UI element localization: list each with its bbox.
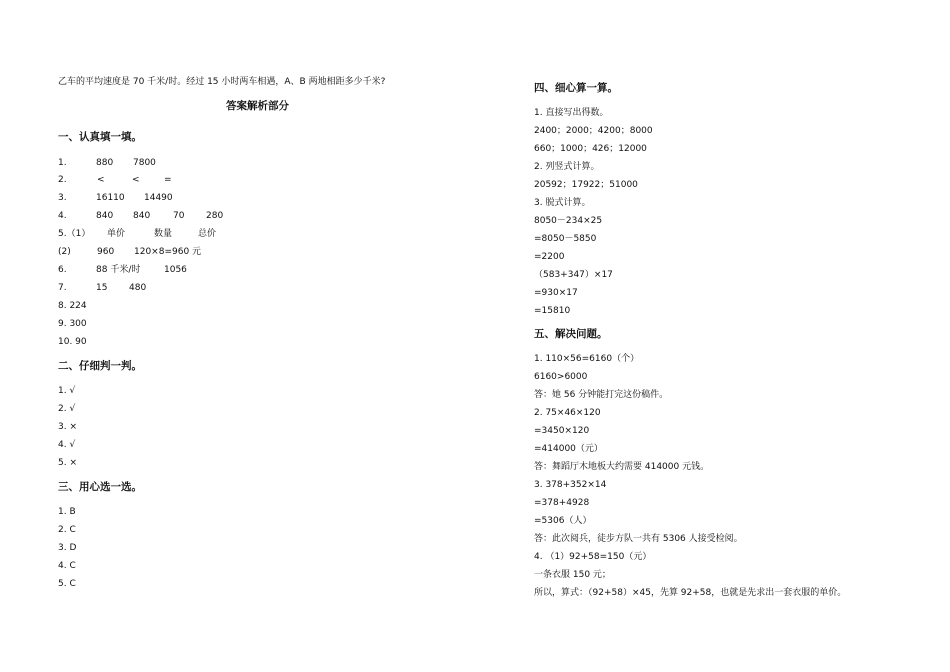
s2-item-5: 5. × bbox=[58, 458, 77, 468]
s5-line-6: =414000（元） bbox=[534, 444, 603, 454]
s5-line-3: 答：她 56 分钟能打完这份稿件。 bbox=[534, 390, 669, 400]
s1-row-2-c3: = bbox=[164, 175, 172, 185]
s1-row-9: 8. 224 bbox=[58, 301, 87, 311]
s1-row-8-c2: 480 bbox=[129, 283, 147, 293]
section-1-heading: 一、认真填一填。 bbox=[58, 131, 142, 143]
s4-line-6: 3. 脱式计算。 bbox=[534, 198, 591, 208]
s3-item-2: 2. C bbox=[58, 525, 76, 535]
s4-line-4: 2. 列竖式计算。 bbox=[534, 162, 600, 172]
page-title: 答案解析部分 bbox=[226, 100, 289, 112]
s4-line-5: 20592；17922；51000 bbox=[534, 180, 638, 190]
s2-item-2: 2. √ bbox=[58, 404, 76, 414]
section-3-heading: 三、用心选一选。 bbox=[58, 481, 142, 493]
s1-row-1-c2: 7800 bbox=[133, 158, 156, 168]
s1-row-3-c2: 14490 bbox=[144, 193, 173, 203]
s2-item-3: 3. × bbox=[58, 422, 77, 432]
top-question-line: 乙车的平均速度是 70 千米/时。经过 15 小时两车相遇，A、B 两地相距多少千米? bbox=[58, 77, 386, 87]
s4-line-7: 8050－234×25 bbox=[534, 216, 603, 226]
s1-row-7-c1: 88 千米/时 bbox=[96, 265, 141, 275]
s1-row-4-c3: 70 bbox=[173, 211, 185, 221]
s1-row-10: 9. 300 bbox=[58, 319, 87, 329]
s1-row-4-c1: 840 bbox=[96, 211, 114, 221]
s4-line-9: =2200 bbox=[534, 252, 565, 262]
s1-row-2-c1: < bbox=[97, 175, 105, 185]
s1-row-1-no: 1. bbox=[58, 158, 67, 168]
s5-line-11: 答：此次阅兵，徒步方队一共有 5306 人接受检阅。 bbox=[534, 534, 743, 544]
section-5-heading: 五、解决问题。 bbox=[534, 328, 608, 340]
s1-row-4-c2: 840 bbox=[133, 211, 151, 221]
s5-line-8: 3. 378+352×14 bbox=[534, 480, 607, 490]
s4-line-11: =930×17 bbox=[534, 288, 578, 298]
s5-line-9: =378+4928 bbox=[534, 498, 590, 508]
s1-row-11: 10. 90 bbox=[58, 337, 87, 347]
s5-line-5: =3450×120 bbox=[534, 426, 590, 436]
s5-line-12: 4. （1）92+58=150（元） bbox=[534, 552, 652, 562]
s1-row-5-c1: 单价 bbox=[107, 229, 126, 239]
s1-row-5-c2: 数量 bbox=[154, 229, 173, 239]
s4-line-2: 2400；2000；4200；8000 bbox=[534, 126, 653, 136]
s1-row-1-c1: 880 bbox=[96, 158, 114, 168]
s5-line-13: 一条衣服 150 元； bbox=[534, 570, 611, 580]
s2-item-4: 4. √ bbox=[58, 440, 76, 450]
s1-row-5-c3: 总价 bbox=[198, 229, 217, 239]
s1-row-7-c2: 1056 bbox=[164, 265, 187, 275]
s1-row-6-no: (2) bbox=[58, 247, 71, 257]
s5-line-1: 1. 110×56=6160（个） bbox=[534, 354, 640, 364]
s1-row-4-c4: 280 bbox=[206, 211, 224, 221]
s3-item-3: 3. D bbox=[58, 543, 77, 553]
s1-row-2-c2: < bbox=[132, 175, 140, 185]
s1-row-8-no: 7. bbox=[58, 283, 67, 293]
s1-row-8-c1: 15 bbox=[96, 283, 108, 293]
s5-line-10: =5306（人） bbox=[534, 516, 592, 526]
s1-row-2-no: 2. bbox=[58, 175, 67, 185]
s4-line-8: =8050－5850 bbox=[534, 234, 597, 244]
s5-line-14: 所以，算式：（92+58）×45，先算 92+58，也就是先求出一套衣服的单价。 bbox=[534, 588, 847, 598]
s5-line-4: 2. 75×46×120 bbox=[534, 408, 601, 418]
s3-item-1: 1. B bbox=[58, 507, 76, 517]
s1-row-6-c2: 120×8=960 元 bbox=[134, 247, 202, 257]
s4-line-10: （583+347）×17 bbox=[534, 270, 613, 280]
s4-line-12: =15810 bbox=[534, 306, 571, 316]
s4-line-3: 660；1000；426；12000 bbox=[534, 144, 647, 154]
s2-item-1: 1. √ bbox=[58, 386, 76, 396]
s5-line-2: 6160>6000 bbox=[534, 372, 588, 382]
s1-row-5-no: 5.（1） bbox=[58, 229, 91, 239]
s3-item-5: 5. C bbox=[58, 579, 76, 589]
s1-row-6-c1: 960 bbox=[97, 247, 115, 257]
s1-row-3-no: 3. bbox=[58, 193, 67, 203]
s5-line-7: 答：舞蹈厅木地板大约需要 414000 元钱。 bbox=[534, 462, 710, 472]
s4-line-1: 1. 直接写出得数。 bbox=[534, 108, 609, 118]
s1-row-7-no: 6. bbox=[58, 265, 67, 275]
section-4-heading: 四、细心算一算。 bbox=[534, 82, 618, 94]
s1-row-3-c1: 16110 bbox=[96, 193, 125, 203]
s1-row-4-no: 4. bbox=[58, 211, 67, 221]
section-2-heading: 二、仔细判一判。 bbox=[58, 360, 142, 372]
s3-item-4: 4. C bbox=[58, 561, 76, 571]
